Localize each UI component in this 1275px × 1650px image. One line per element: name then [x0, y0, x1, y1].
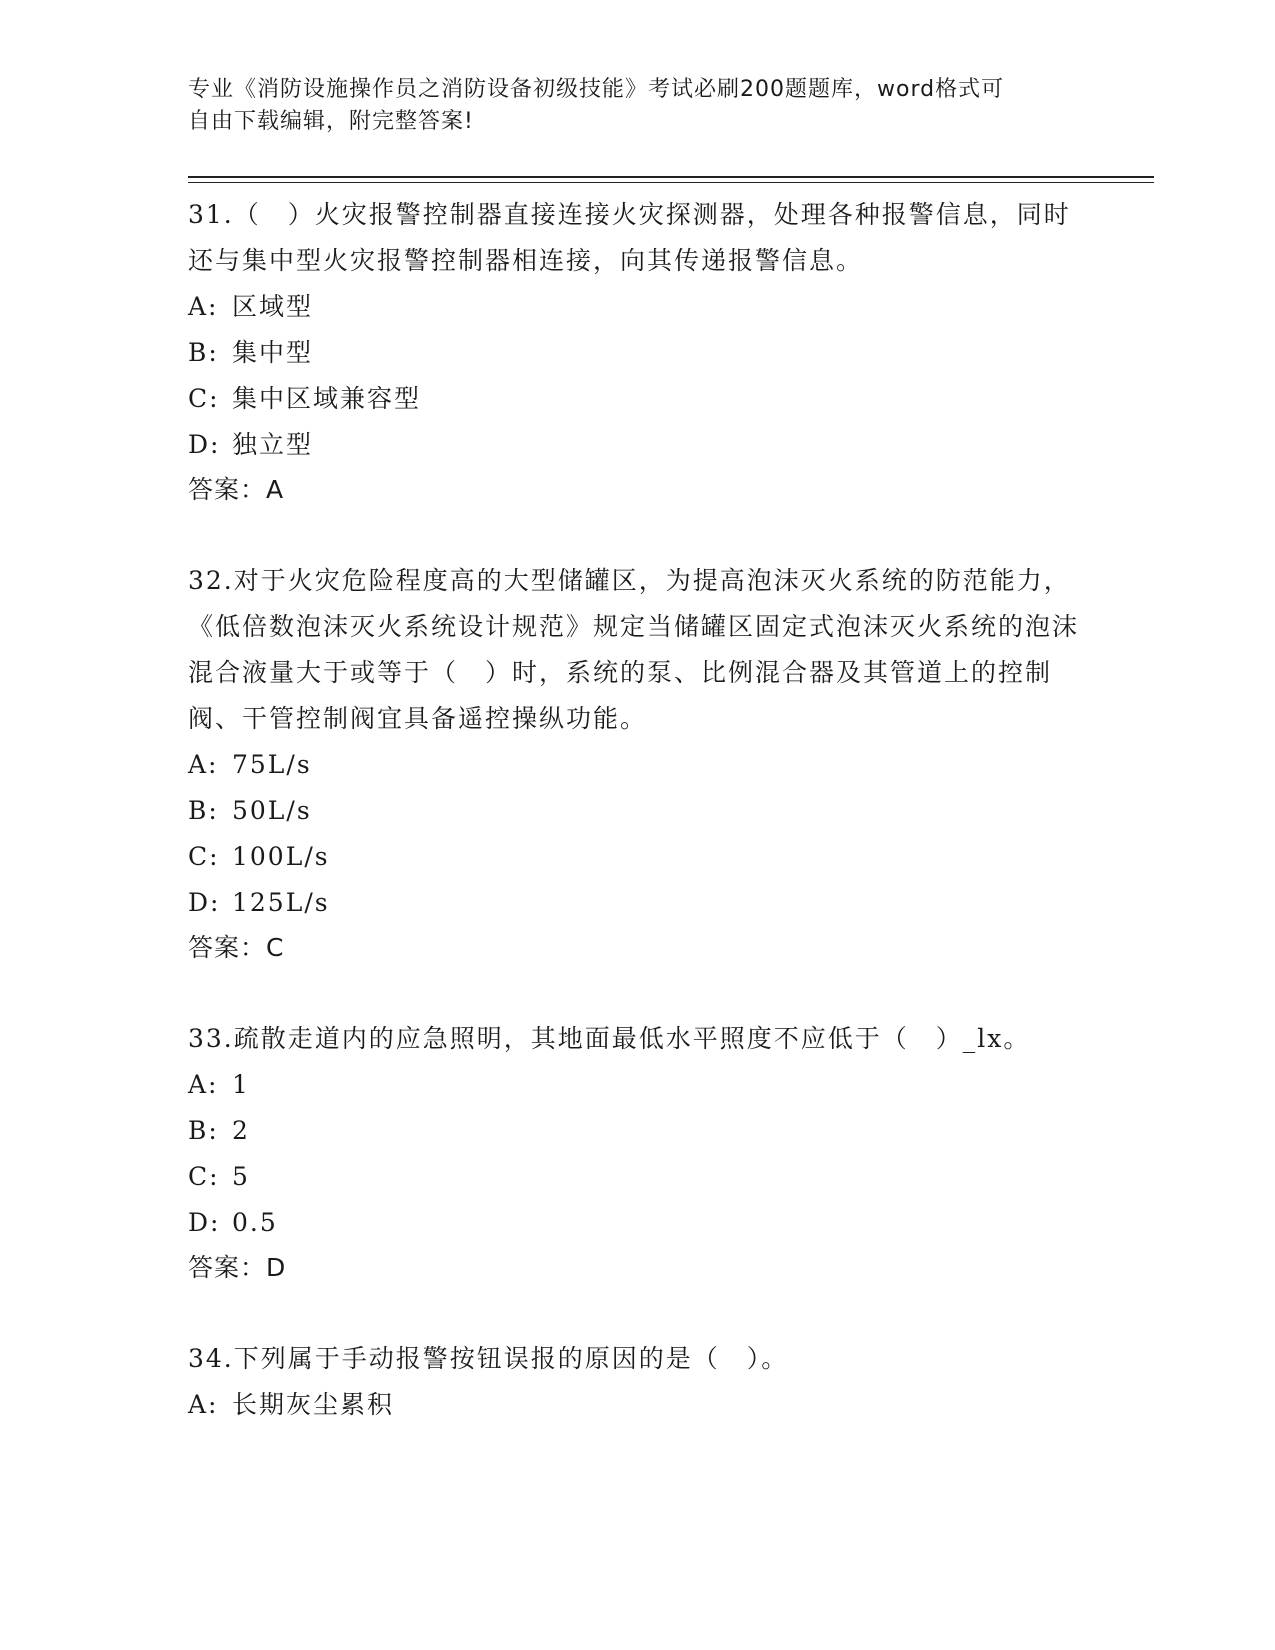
- option-value: 2: [232, 1116, 250, 1145]
- option-b: [188, 788, 1088, 834]
- option-key: D:: [188, 430, 221, 459]
- option-value: 集中型: [232, 338, 314, 367]
- question-list: [188, 192, 1088, 1474]
- option-value: 集中区域兼容型: [232, 384, 422, 413]
- question-text: 34.下列属于手动报警按钮误报的原因的是（ ）。: [188, 1344, 789, 1373]
- option-value: 100L/s: [232, 842, 330, 871]
- question-text: 32.对于火灾危险程度高的大型储罐区，为提高泡沫灭火系统的防范能力，《低倍数泡沫灭火系统设计规范》规定当储罐区固定式泡沫灭火系统的泡沫混合液量大于或等于（ ）时，系统的泵、比例混合器及其管道上的控制阀、干管控制阀宜具备遥控操纵功能。: [188, 566, 1080, 733]
- option-a: [188, 742, 1088, 788]
- option-a: [188, 1062, 1088, 1108]
- question-text: 33.疏散走道内的应急照明，其地面最低水平照度不应低于（ ）_lx。: [188, 1024, 1031, 1053]
- document-header: [188, 74, 1068, 138]
- option-value: 5: [232, 1162, 250, 1191]
- option-value: 长期灰尘累积: [232, 1390, 395, 1419]
- header-divider-thick: [188, 176, 1154, 178]
- option-key: B:: [188, 338, 219, 367]
- option-value: 125L/s: [232, 888, 330, 917]
- option-key: A:: [188, 750, 219, 779]
- option-a: [188, 1382, 1088, 1428]
- option-b: [188, 1108, 1088, 1154]
- question-33: [188, 1016, 1088, 1290]
- option-value: 50L/s: [232, 796, 312, 825]
- option-c: [188, 376, 1088, 422]
- answer: 答案：A: [188, 475, 285, 504]
- option-key: C:: [188, 842, 220, 871]
- option-key: B:: [188, 1116, 219, 1145]
- header-line-1: 专业《消防设施操作员之消防设备初级技能》考试必刷200题题库，word格式可: [188, 77, 1005, 102]
- option-key: C:: [188, 384, 220, 413]
- option-key: A:: [188, 1070, 219, 1099]
- option-value: 1: [232, 1070, 250, 1099]
- option-key: C:: [188, 1162, 220, 1191]
- header-divider-thin: [188, 182, 1154, 183]
- question-31: [188, 192, 1088, 512]
- header-line-2: 自由下载编辑，附完整答案!: [188, 109, 474, 134]
- option-c: [188, 1154, 1088, 1200]
- option-a: [188, 284, 1088, 330]
- option-value: 区域型: [232, 292, 314, 321]
- answer: 答案：C: [188, 933, 285, 962]
- option-c: [188, 834, 1088, 880]
- option-b: [188, 330, 1088, 376]
- option-key: A:: [188, 1390, 219, 1419]
- option-d: [188, 1200, 1088, 1246]
- question-32: [188, 558, 1088, 970]
- option-value: 0.5: [232, 1208, 278, 1237]
- option-key: B:: [188, 796, 219, 825]
- option-key: D:: [188, 888, 221, 917]
- question-34: [188, 1336, 1088, 1428]
- option-value: 独立型: [232, 430, 314, 459]
- option-key: D:: [188, 1208, 221, 1237]
- answer: 答案：D: [188, 1253, 287, 1282]
- option-key: A:: [188, 292, 219, 321]
- option-d: [188, 880, 1088, 926]
- option-value: 75L/s: [232, 750, 312, 779]
- question-text: 31.（ ）火灾报警控制器直接连接火灾探测器，处理各种报警信息，同时还与集中型火灾报警控制器相连接，向其传递报警信息。: [188, 200, 1071, 275]
- option-d: [188, 422, 1088, 468]
